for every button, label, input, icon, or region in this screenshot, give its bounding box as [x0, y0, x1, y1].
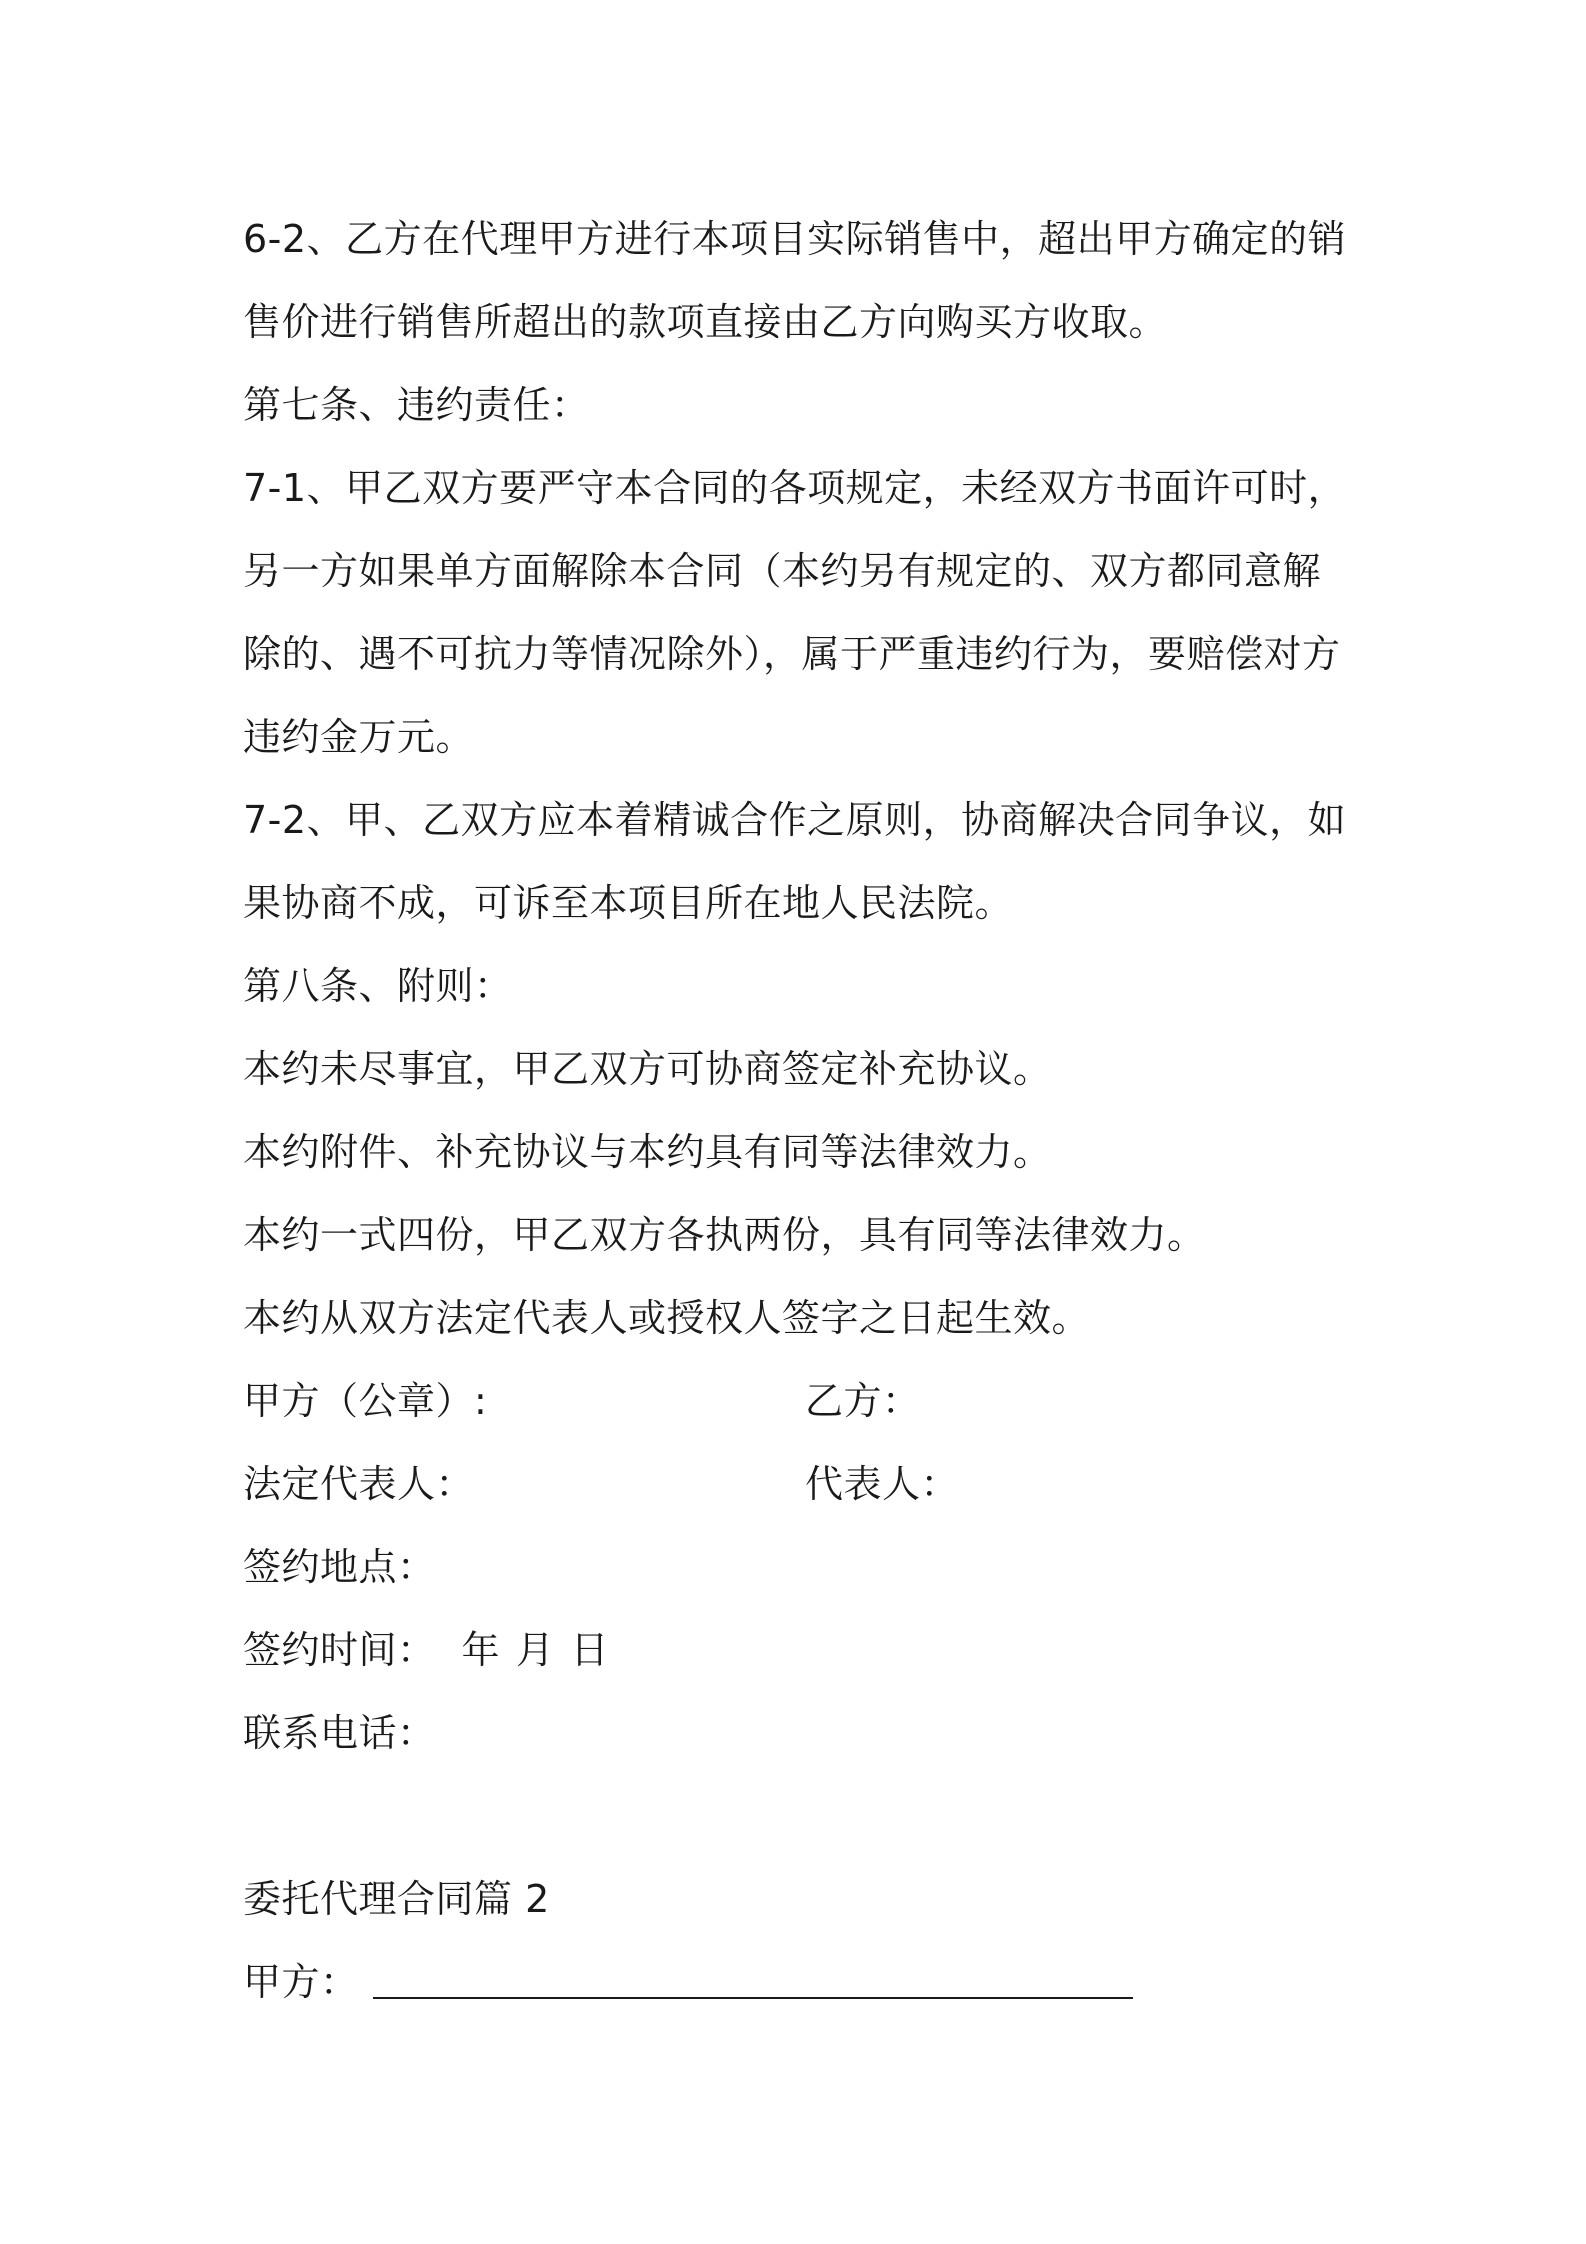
month-label: 月 [516, 1628, 555, 1672]
representative-label: 代表人： [805, 1462, 960, 1506]
party-a-blank-line [373, 1997, 1133, 1999]
party-a-seal-label: 甲方（公章）: [243, 1379, 488, 1423]
day-label: 日 [570, 1628, 610, 1672]
signing-place-row [243, 1526, 1353, 1609]
clause-7-1: 7-1、甲乙双方要严守本合同的各项规定，未经双方书面许可时，另一方如果单方面解除本合同（本约另有规定的、双方都同意解除的、遇不可抗力等情况除外），属于严重违约行为，要赔偿对方违约金万元。 [243, 466, 1347, 759]
document-body [243, 198, 1353, 2024]
contact-phone-label: 联系电话： [243, 1711, 436, 1755]
legal-representative-label: 法定代表人： [243, 1462, 475, 1506]
signature-row-representatives [243, 1443, 1353, 1526]
year-label: 年 [461, 1628, 501, 1672]
contact-phone-row [243, 1692, 1353, 1775]
section-spacer [243, 1775, 1353, 1858]
supplementary-clause-1: 本约未尽事宜，甲乙双方可协商签定补充协议。 [243, 1047, 1052, 1091]
party-a-fill-row [243, 1941, 1353, 2024]
article-7-heading: 第七条、违约责任： [243, 383, 590, 427]
signing-place-label: 签约地点： [243, 1545, 436, 1589]
party-b-label: 乙方： [805, 1379, 921, 1423]
signing-date-row [243, 1609, 1353, 1692]
section-2-title: 委托代理合同篇 2 [243, 1877, 550, 1921]
article-8-heading: 第八条、附则： [243, 964, 513, 1008]
signature-row-parties [243, 1360, 1353, 1443]
signing-time-label: 签约时间： [243, 1628, 436, 1672]
clause-6-2: 6-2、乙方在代理甲方进行本项目实际销售中，超出甲方确定的销售价进行销售所超出的款项直接由乙方向购买方收取。 [243, 217, 1347, 344]
supplementary-clause-4: 本约从双方法定代表人或授权人签字之日起生效。 [243, 1296, 1091, 1340]
supplementary-clause-3: 本约一式四份，甲乙双方各执两份，具有同等法律效力。 [243, 1213, 1206, 1257]
party-a-fill-label: 甲方： [243, 1960, 359, 2004]
clause-7-2: 7-2、甲、乙双方应本着精诚合作之原则，协商解决合同争议，如果协商不成，可诉至本项目所在地人民法院。 [243, 798, 1347, 925]
supplementary-clause-2: 本约附件、补充协议与本约具有同等法律效力。 [243, 1130, 1052, 1174]
